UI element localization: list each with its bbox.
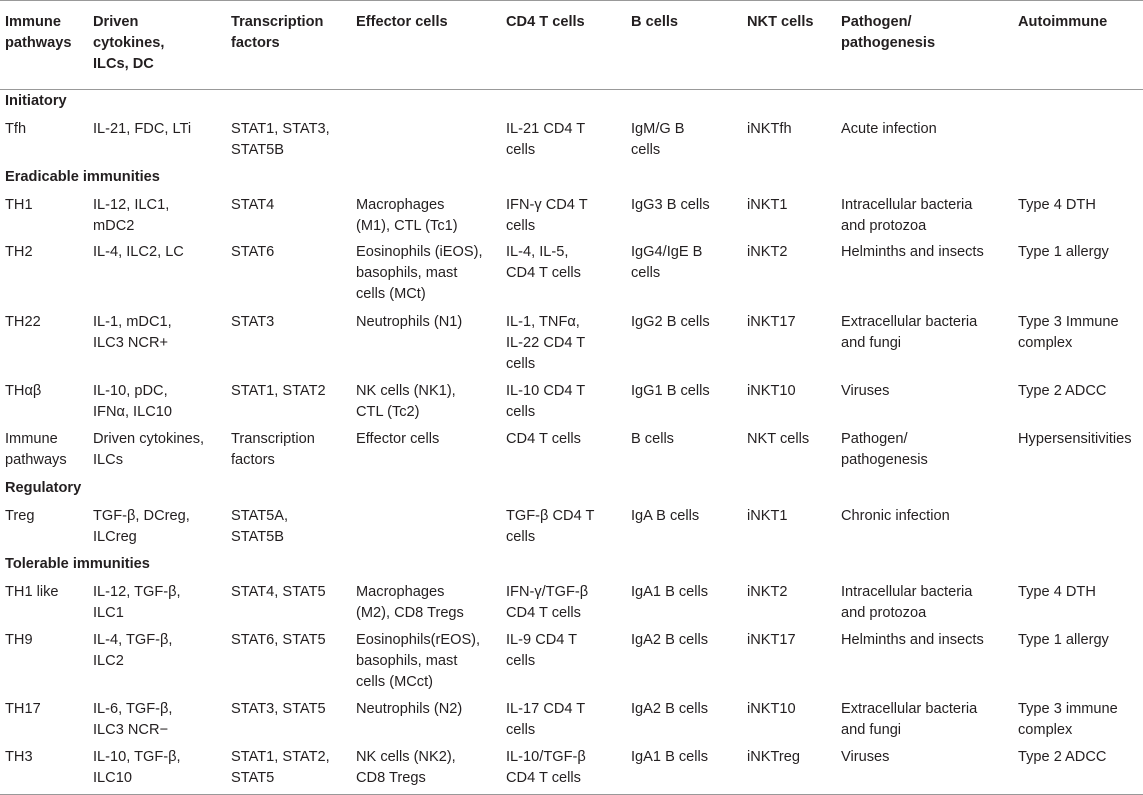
table-cell: IgG3 B cells (631, 196, 710, 213)
table-cell: IgM/G B cells (631, 120, 685, 158)
table-cell: TH1 like (5, 583, 59, 600)
table-cell: IFN-γ CD4 T cells (506, 196, 588, 234)
table-cell: STAT3, STAT5 (231, 700, 326, 717)
table-cell: Type 1 allergy (1018, 243, 1109, 260)
table-cell: TH9 (5, 631, 33, 648)
section-row (0, 477, 1143, 504)
table-cell: Tfh (5, 120, 27, 137)
table-cell: Macrophages (M1), CTL (Tc1) (356, 196, 458, 234)
table-cell: iNKT1 (747, 507, 788, 524)
section-label: Regulatory (5, 479, 82, 496)
table-cell: NK cells (NK2), CD8 Tregs (351, 745, 501, 795)
table-cell: Intracellular bacteria and protozoa (841, 583, 973, 621)
table-row (0, 117, 1143, 166)
table-row (0, 628, 1143, 697)
table-cell: TH17 (5, 700, 41, 717)
table-cell: IL-4, TGF-β, ILC2 (93, 631, 173, 669)
table-cell: Neutrophils (N1) (356, 313, 463, 330)
table-cell: IgA1 B cells (631, 583, 709, 600)
table-cell: Extracellular bacteria and fungi (841, 313, 978, 351)
table-cell: Acute infection (841, 120, 937, 137)
column-header: Effector cells (351, 1, 501, 90)
table-cell: iNKT10 (747, 700, 796, 717)
table-cell: IL-21, FDC, LTi (93, 120, 192, 137)
table-cell: STAT1, STAT3, STAT5B (231, 120, 330, 158)
table-cell: STAT6, STAT5 (231, 631, 326, 648)
table-cell: iNKTreg (742, 745, 836, 795)
table-cell: Transcription factors (231, 430, 315, 468)
table-cell: STAT4, STAT5 (231, 583, 326, 600)
section-row (0, 553, 1143, 580)
table-cell: TH2 (5, 243, 33, 260)
section-label: Eradicable immunities (5, 168, 160, 185)
column-header: Immune pathways (0, 1, 88, 90)
table-cell: TGF-β CD4 T cells (506, 507, 595, 545)
table-cell: Driven cytokines, ILCs (93, 430, 205, 468)
table-cell (351, 117, 501, 166)
table-cell: IgA B cells (631, 507, 700, 524)
table-cell: B cells (631, 430, 674, 447)
table-cell: Intracellular bacteria and protozoa (841, 196, 973, 234)
table-cell: NKT cells (747, 430, 810, 447)
table-cell: IgG2 B cells (631, 313, 710, 330)
table-cell: IL-17 CD4 T cells (506, 700, 586, 738)
table-cell: IL-1, TNFα, IL-22 CD4 T cells (506, 313, 586, 372)
column-header: Pathogen/ pathogenesis (836, 1, 1013, 90)
table-cell: IgA2 B cells (631, 700, 709, 717)
table-row (0, 379, 1143, 427)
table-header (0, 1, 1143, 90)
table-cell: IgA2 B cells (631, 631, 709, 648)
table-cell: iNKTfh (747, 120, 792, 137)
table-cell: Neutrophils (N2) (356, 700, 463, 717)
table-cell: Type 4 DTH (1018, 583, 1096, 600)
table-cell: TH22 (5, 313, 41, 330)
section-label: Tolerable immunities (5, 555, 150, 572)
table-cell: STAT1, STAT2, STAT5 (226, 745, 351, 795)
table-cell: IL-10, TGF-β, ILC10 (88, 745, 226, 795)
table-cell: IL-10 CD4 T cells (506, 382, 586, 420)
table-cell: iNKT1 (747, 196, 788, 213)
table-cell: STAT4 (231, 196, 275, 213)
table-row (0, 193, 1143, 240)
section-row (0, 166, 1143, 193)
table-cell: IL-4, ILC2, LC (93, 243, 184, 260)
table-cell: THαβ (5, 382, 42, 399)
table-cell: TH1 (5, 196, 33, 213)
table-cell: IL-4, IL-5, CD4 T cells (506, 243, 581, 281)
table-cell: Pathogen/ pathogenesis (841, 430, 928, 468)
table-cell (1013, 504, 1143, 553)
table-cell: NK cells (NK1), CTL (Tc2) (356, 382, 456, 420)
table-row (0, 427, 1143, 477)
column-header: Driven cytokines, ILCs, DC (88, 1, 226, 90)
table-cell: Type 3 immune complex (1018, 700, 1118, 738)
table-cell (351, 504, 501, 553)
table-cell: Eosinophils (iEOS), basophils, mast cells (MCt) (356, 243, 483, 302)
column-header: CD4 T cells (501, 1, 626, 90)
table-cell: IgG4/IgE B cells (631, 243, 703, 281)
table-cell: Macrophages (M2), CD8 Tregs (356, 583, 464, 621)
table-cell: Hypersensitivities (1018, 430, 1132, 447)
table-cell: Type 2 ADCC (1013, 745, 1143, 795)
table-cell: Helminths and insects (841, 243, 984, 260)
table-cell: iNKT17 (747, 631, 796, 648)
column-header: Autoimmune (1013, 1, 1143, 90)
table-cell: iNKT2 (747, 243, 788, 260)
table-row (0, 240, 1143, 310)
table-cell: Viruses (841, 382, 890, 399)
table-cell: Viruses (836, 745, 1013, 795)
table-cell: Helminths and insects (841, 631, 984, 648)
table-cell: STAT6 (231, 243, 275, 260)
table-cell (1013, 117, 1143, 166)
table-cell: Effector cells (356, 430, 440, 447)
section-label: Initiatory (5, 93, 67, 109)
table-row (0, 580, 1143, 628)
table-cell: Type 3 Immune complex (1018, 313, 1119, 351)
table-cell: STAT3 (231, 313, 275, 330)
table-cell: TH3 (0, 745, 88, 795)
table-cell: Type 1 allergy (1018, 631, 1109, 648)
table-cell: Extracellular bacteria and fungi (841, 700, 978, 738)
column-header: B cells (626, 1, 742, 90)
table-cell: Type 2 ADCC (1018, 382, 1107, 399)
column-header: Transcription factors (226, 1, 351, 90)
table-body (0, 90, 1143, 795)
table-cell: Treg (5, 507, 35, 524)
table-cell: IFN-γ/TGF-β CD4 T cells (506, 583, 589, 621)
table-cell: Chronic infection (841, 507, 950, 524)
table-row (0, 504, 1143, 553)
table-cell: Immune pathways (5, 430, 67, 468)
table-cell: IL-12, TGF-β, ILC1 (93, 583, 181, 621)
column-header: NKT cells (742, 1, 836, 90)
table-cell: Type 4 DTH (1018, 196, 1096, 213)
table-cell: IgG1 B cells (631, 382, 710, 399)
table-cell: IL-6, TGF-β, ILC3 NCR− (93, 700, 173, 738)
table-cell: IL-12, ILC1, mDC2 (93, 196, 170, 234)
table-cell: IL-1, mDC1, ILC3 NCR+ (93, 313, 172, 351)
table-row (0, 697, 1143, 745)
table-cell: IL-9 CD4 T cells (506, 631, 578, 669)
table-row (0, 745, 1143, 795)
table-cell: CD4 T cells (506, 430, 581, 447)
table-cell: STAT1, STAT2 (231, 382, 326, 399)
table-row (0, 310, 1143, 379)
table-cell: iNKT10 (747, 382, 796, 399)
table-cell: IgA1 B cells (626, 745, 742, 795)
table-cell: iNKT2 (747, 583, 788, 600)
table-cell: IL-21 CD4 T cells (506, 120, 586, 158)
table-cell: IL-10, pDC, IFNα, ILC10 (93, 382, 172, 420)
table-cell: IL-10/TGF-β CD4 T cells (501, 745, 626, 795)
table-cell: TGF-β, DCreg, ILCreg (93, 507, 190, 545)
table-cell: iNKT17 (747, 313, 796, 330)
section-row (0, 90, 1143, 117)
table-cell: STAT5A, STAT5B (231, 507, 289, 545)
table-cell: Eosinophils(rEOS), basophils, mast cells (MCct) (356, 631, 481, 690)
